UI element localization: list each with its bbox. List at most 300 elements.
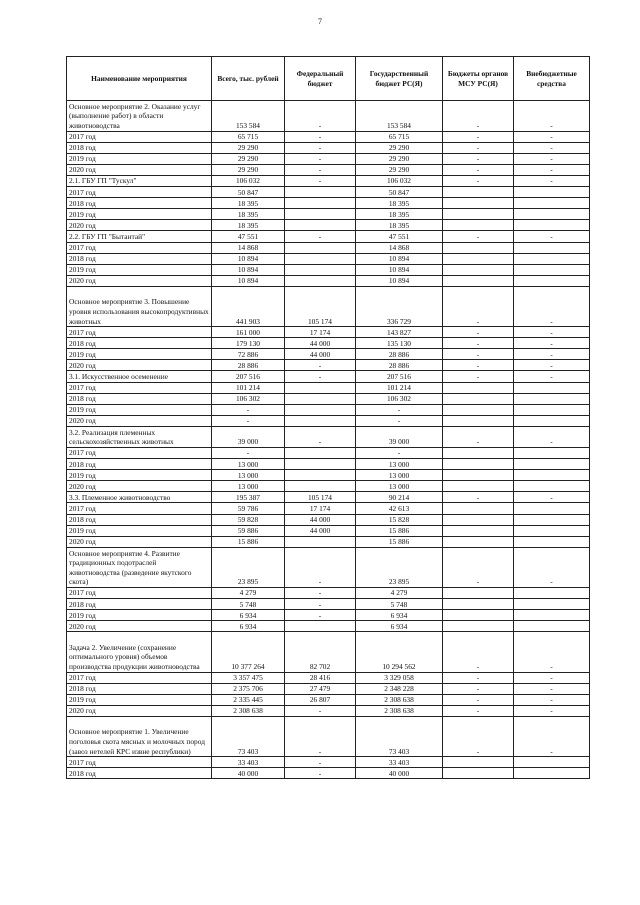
- header-total: Всего, тыс. рублей: [212, 57, 285, 101]
- total-cell: 10 894: [212, 253, 285, 264]
- extrabudgetary-cell: [514, 536, 590, 547]
- table-row: [67, 694, 590, 705]
- total-cell: 33 403: [212, 757, 285, 768]
- activity-name-cell: 2019 год: [67, 470, 212, 481]
- activity-name-cell: 2020 год: [67, 164, 212, 175]
- state-cell: 29 290: [356, 142, 443, 153]
- extrabudgetary-cell: -: [514, 683, 590, 694]
- extrabudgetary-cell: -: [514, 360, 590, 371]
- table-row: [67, 587, 590, 598]
- state-cell: 2 348 228: [356, 683, 443, 694]
- federal-cell: 82 702: [285, 632, 356, 672]
- state-cell: 18 395: [356, 209, 443, 220]
- extrabudgetary-cell: [514, 187, 590, 198]
- extrabudgetary-cell: [514, 514, 590, 525]
- federal-cell: -: [285, 768, 356, 779]
- federal-cell: [285, 198, 356, 209]
- extrabudgetary-cell: [514, 610, 590, 621]
- total-cell: 23 895: [212, 547, 285, 587]
- municipal-cell: -: [443, 492, 514, 503]
- state-cell: 2 308 638: [356, 694, 443, 705]
- table-row: [67, 716, 590, 756]
- activity-name-cell: Основное мероприятие 1. Увеличение поголовья скота мясных и молочных пород (завоз нетелей КРС извне республики): [67, 716, 212, 756]
- table-row: [67, 371, 590, 382]
- municipal-cell: -: [443, 164, 514, 175]
- table-row: [67, 481, 590, 492]
- state-cell: 10 894: [356, 275, 443, 286]
- table-row: [67, 142, 590, 153]
- extrabudgetary-cell: -: [514, 286, 590, 326]
- table-row: [67, 164, 590, 175]
- extrabudgetary-cell: [514, 459, 590, 470]
- state-cell: 6 934: [356, 610, 443, 621]
- header-row: [67, 57, 590, 101]
- municipal-cell: -: [443, 716, 514, 756]
- activity-name-cell: 2017 год: [67, 187, 212, 198]
- state-cell: 143 827: [356, 327, 443, 338]
- activity-name-cell: 2017 год: [67, 757, 212, 768]
- table-row: [67, 220, 590, 231]
- total-cell: 72 886: [212, 349, 285, 360]
- activity-name-cell: 2018 год: [67, 768, 212, 779]
- total-cell: 10 894: [212, 275, 285, 286]
- table-row: [67, 536, 590, 547]
- total-cell: 50 847: [212, 187, 285, 198]
- budget-table: [66, 56, 590, 779]
- total-cell: 153 584: [212, 101, 285, 132]
- activity-name-cell: Основное мероприятие 2. Оказание услуг (выполнение работ) в области животноводства: [67, 101, 212, 132]
- municipal-cell: -: [443, 131, 514, 142]
- municipal-cell: [443, 264, 514, 275]
- municipal-cell: -: [443, 360, 514, 371]
- municipal-cell: [443, 220, 514, 231]
- federal-cell: -: [285, 426, 356, 447]
- state-cell: 40 000: [356, 768, 443, 779]
- activity-name-cell: 2019 год: [67, 153, 212, 164]
- activity-name-cell: 2018 год: [67, 338, 212, 349]
- municipal-cell: [443, 198, 514, 209]
- total-cell: 4 279: [212, 587, 285, 598]
- municipal-cell: -: [443, 672, 514, 683]
- federal-cell: -: [285, 610, 356, 621]
- municipal-cell: [443, 447, 514, 458]
- federal-cell: [285, 447, 356, 458]
- activity-name-cell: 2017 год: [67, 503, 212, 514]
- activity-name-cell: Основное мероприятие 4. Развитие традиционных подотраслей животноводства (разведение якутского скота): [67, 547, 212, 587]
- total-cell: 6 934: [212, 621, 285, 632]
- municipal-cell: -: [443, 371, 514, 382]
- federal-cell: 26 807: [285, 694, 356, 705]
- total-cell: 10 894: [212, 264, 285, 275]
- extrabudgetary-cell: [514, 275, 590, 286]
- activity-name-cell: 2020 год: [67, 275, 212, 286]
- municipal-cell: -: [443, 426, 514, 447]
- activity-name-cell: 2019 год: [67, 209, 212, 220]
- table-row: [67, 101, 590, 132]
- extrabudgetary-cell: -: [514, 672, 590, 683]
- total-cell: 13 000: [212, 459, 285, 470]
- state-cell: 18 395: [356, 220, 443, 231]
- extrabudgetary-cell: -: [514, 716, 590, 756]
- extrabudgetary-cell: -: [514, 153, 590, 164]
- municipal-cell: [443, 393, 514, 404]
- activity-name-cell: Основное мероприятие 3. Повышение уровня использования высокопродуктивных животных: [67, 286, 212, 326]
- extrabudgetary-cell: -: [514, 142, 590, 153]
- state-cell: 15 828: [356, 514, 443, 525]
- state-cell: 23 895: [356, 547, 443, 587]
- table-row: [67, 175, 590, 186]
- table-row: [67, 338, 590, 349]
- extrabudgetary-cell: -: [514, 694, 590, 705]
- state-cell: 10 894: [356, 264, 443, 275]
- federal-cell: -: [285, 716, 356, 756]
- extrabudgetary-cell: [514, 382, 590, 393]
- municipal-cell: -: [443, 705, 514, 716]
- extrabudgetary-cell: -: [514, 327, 590, 338]
- table-row: [67, 187, 590, 198]
- activity-name-cell: 2017 год: [67, 242, 212, 253]
- extrabudgetary-cell: -: [514, 632, 590, 672]
- state-cell: 39 000: [356, 426, 443, 447]
- total-cell: 161 000: [212, 327, 285, 338]
- federal-cell: -: [285, 371, 356, 382]
- extrabudgetary-cell: [514, 621, 590, 632]
- table-row: [67, 683, 590, 694]
- table-row: [67, 415, 590, 426]
- state-cell: 101 214: [356, 382, 443, 393]
- activity-name-cell: 2017 год: [67, 327, 212, 338]
- table-row: [67, 349, 590, 360]
- state-cell: 65 715: [356, 131, 443, 142]
- federal-cell: -: [285, 142, 356, 153]
- federal-cell: [285, 393, 356, 404]
- table-row: [67, 525, 590, 536]
- activity-name-cell: 2019 год: [67, 349, 212, 360]
- table-row: [67, 705, 590, 716]
- municipal-cell: [443, 757, 514, 768]
- extrabudgetary-cell: [514, 503, 590, 514]
- table-row: [67, 286, 590, 326]
- state-cell: 28 886: [356, 360, 443, 371]
- activity-name-cell: 2.2. ГБУ ГП "Бытантай": [67, 231, 212, 242]
- federal-cell: [285, 481, 356, 492]
- municipal-cell: [443, 459, 514, 470]
- state-cell: 29 290: [356, 153, 443, 164]
- extrabudgetary-cell: -: [514, 371, 590, 382]
- total-cell: -: [212, 447, 285, 458]
- state-cell: 106 302: [356, 393, 443, 404]
- federal-cell: 44 000: [285, 514, 356, 525]
- federal-cell: 27 479: [285, 683, 356, 694]
- state-cell: 73 403: [356, 716, 443, 756]
- municipal-cell: -: [443, 547, 514, 587]
- activity-name-cell: Задача 2. Увеличение (сохранение оптимального уровня) объемов производства продукции животноводства: [67, 632, 212, 672]
- total-cell: 13 000: [212, 470, 285, 481]
- table-row: [67, 393, 590, 404]
- federal-cell: [285, 621, 356, 632]
- extrabudgetary-cell: [514, 242, 590, 253]
- total-cell: 29 290: [212, 164, 285, 175]
- total-cell: 13 000: [212, 481, 285, 492]
- table-row: [67, 447, 590, 458]
- total-cell: 2 335 445: [212, 694, 285, 705]
- table-row: [67, 253, 590, 264]
- state-cell: 13 000: [356, 459, 443, 470]
- state-cell: 18 395: [356, 198, 443, 209]
- municipal-cell: -: [443, 327, 514, 338]
- federal-cell: -: [285, 705, 356, 716]
- table-row: [67, 131, 590, 142]
- municipal-cell: [443, 610, 514, 621]
- table-row: [67, 327, 590, 338]
- extrabudgetary-cell: [514, 481, 590, 492]
- extrabudgetary-cell: -: [514, 547, 590, 587]
- activity-name-cell: 2018 год: [67, 393, 212, 404]
- state-cell: 10 294 562: [356, 632, 443, 672]
- extrabudgetary-cell: [514, 757, 590, 768]
- state-cell: 14 868: [356, 242, 443, 253]
- total-cell: -: [212, 415, 285, 426]
- total-cell: 18 395: [212, 209, 285, 220]
- federal-cell: [285, 264, 356, 275]
- table-row: [67, 209, 590, 220]
- municipal-cell: -: [443, 694, 514, 705]
- extrabudgetary-cell: [514, 447, 590, 458]
- extrabudgetary-cell: -: [514, 101, 590, 132]
- table-row: [67, 547, 590, 587]
- total-cell: 106 302: [212, 393, 285, 404]
- federal-cell: -: [285, 231, 356, 242]
- activity-name-cell: 2018 год: [67, 198, 212, 209]
- total-cell: 28 886: [212, 360, 285, 371]
- header-extrabudgetary: Внебюджетные средства: [514, 57, 590, 101]
- federal-cell: 17 174: [285, 503, 356, 514]
- table-row: [67, 757, 590, 768]
- header-federal-budget: Федеральный бюджет: [285, 57, 356, 101]
- extrabudgetary-cell: -: [514, 131, 590, 142]
- extrabudgetary-cell: [514, 209, 590, 220]
- federal-cell: -: [285, 175, 356, 186]
- page-number: 7: [318, 17, 322, 26]
- table-row: [67, 672, 590, 683]
- municipal-cell: [443, 187, 514, 198]
- total-cell: 40 000: [212, 768, 285, 779]
- federal-cell: [285, 470, 356, 481]
- extrabudgetary-cell: [514, 220, 590, 231]
- activity-name-cell: 2020 год: [67, 621, 212, 632]
- activity-name-cell: 2017 год: [67, 382, 212, 393]
- activity-name-cell: 2019 год: [67, 404, 212, 415]
- federal-cell: -: [285, 587, 356, 598]
- table-row: [67, 503, 590, 514]
- activity-name-cell: 2020 год: [67, 415, 212, 426]
- extrabudgetary-cell: [514, 404, 590, 415]
- extrabudgetary-cell: -: [514, 349, 590, 360]
- total-cell: 106 032: [212, 175, 285, 186]
- federal-cell: [285, 459, 356, 470]
- total-cell: 59 786: [212, 503, 285, 514]
- federal-cell: -: [285, 131, 356, 142]
- municipal-cell: [443, 242, 514, 253]
- municipal-cell: -: [443, 338, 514, 349]
- state-cell: 106 032: [356, 175, 443, 186]
- municipal-cell: -: [443, 286, 514, 326]
- header-state-budget: Государственный бюджет РС(Я): [356, 57, 443, 101]
- federal-cell: 44 000: [285, 525, 356, 536]
- total-cell: 73 403: [212, 716, 285, 756]
- federal-cell: -: [285, 360, 356, 371]
- table-row: [67, 514, 590, 525]
- municipal-cell: -: [443, 632, 514, 672]
- total-cell: 3 357 475: [212, 672, 285, 683]
- activity-name-cell: 2019 год: [67, 610, 212, 621]
- activity-name-cell: 2018 год: [67, 142, 212, 153]
- table-row: [67, 198, 590, 209]
- extrabudgetary-cell: -: [514, 175, 590, 186]
- total-cell: 179 130: [212, 338, 285, 349]
- state-cell: 13 000: [356, 470, 443, 481]
- state-cell: 42 613: [356, 503, 443, 514]
- table-row: [67, 264, 590, 275]
- state-cell: -: [356, 404, 443, 415]
- total-cell: 2 375 706: [212, 683, 285, 694]
- municipal-cell: [443, 768, 514, 779]
- municipal-cell: [443, 415, 514, 426]
- federal-cell: 28 416: [285, 672, 356, 683]
- federal-cell: 44 000: [285, 338, 356, 349]
- extrabudgetary-cell: [514, 525, 590, 536]
- activity-name-cell: 2020 год: [67, 705, 212, 716]
- municipal-cell: [443, 275, 514, 286]
- federal-cell: -: [285, 757, 356, 768]
- federal-cell: [285, 209, 356, 220]
- extrabudgetary-cell: [514, 768, 590, 779]
- total-cell: 6 934: [212, 610, 285, 621]
- activity-name-cell: 2017 год: [67, 587, 212, 598]
- total-cell: 207 516: [212, 371, 285, 382]
- federal-cell: -: [285, 547, 356, 587]
- table-row: [67, 459, 590, 470]
- municipal-cell: -: [443, 231, 514, 242]
- state-cell: 336 729: [356, 286, 443, 326]
- extrabudgetary-cell: [514, 599, 590, 610]
- activity-name-cell: 2018 год: [67, 253, 212, 264]
- extrabudgetary-cell: -: [514, 705, 590, 716]
- total-cell: 29 290: [212, 153, 285, 164]
- activity-name-cell: 2020 год: [67, 481, 212, 492]
- municipal-cell: [443, 525, 514, 536]
- table-body: [67, 101, 590, 779]
- state-cell: 15 886: [356, 525, 443, 536]
- activity-name-cell: 2018 год: [67, 683, 212, 694]
- table-row: [67, 360, 590, 371]
- header-activity-name: Наименование мероприятия: [67, 57, 212, 101]
- activity-name-cell: 2019 год: [67, 694, 212, 705]
- federal-cell: -: [285, 599, 356, 610]
- municipal-cell: -: [443, 153, 514, 164]
- state-cell: 4 279: [356, 587, 443, 598]
- extrabudgetary-cell: -: [514, 426, 590, 447]
- state-cell: 2 308 638: [356, 705, 443, 716]
- activity-name-cell: 2020 год: [67, 536, 212, 547]
- municipal-cell: [443, 481, 514, 492]
- total-cell: 195 387: [212, 492, 285, 503]
- total-cell: 47 551: [212, 231, 285, 242]
- municipal-cell: [443, 536, 514, 547]
- municipal-cell: [443, 503, 514, 514]
- state-cell: 6 934: [356, 621, 443, 632]
- municipal-cell: -: [443, 101, 514, 132]
- activity-name-cell: 3.1. Искусственное осеменение: [67, 371, 212, 382]
- municipal-cell: [443, 514, 514, 525]
- state-cell: 29 290: [356, 164, 443, 175]
- activity-name-cell: 3.3. Племенное животноводство: [67, 492, 212, 503]
- activity-name-cell: 2017 год: [67, 672, 212, 683]
- state-cell: 28 886: [356, 349, 443, 360]
- extrabudgetary-cell: [514, 587, 590, 598]
- table-row: [67, 242, 590, 253]
- state-cell: 15 886: [356, 536, 443, 547]
- extrabudgetary-cell: [514, 470, 590, 481]
- municipal-cell: -: [443, 683, 514, 694]
- total-cell: 59 828: [212, 514, 285, 525]
- total-cell: 59 886: [212, 525, 285, 536]
- total-cell: 15 886: [212, 536, 285, 547]
- state-cell: 10 894: [356, 253, 443, 264]
- total-cell: 10 377 264: [212, 632, 285, 672]
- extrabudgetary-cell: -: [514, 164, 590, 175]
- activity-name-cell: 3.2. Реализация племенных сельскохозяйственных животных: [67, 426, 212, 447]
- activity-name-cell: 2017 год: [67, 447, 212, 458]
- total-cell: 18 395: [212, 220, 285, 231]
- municipal-cell: -: [443, 142, 514, 153]
- federal-cell: -: [285, 164, 356, 175]
- municipal-cell: [443, 599, 514, 610]
- activity-name-cell: 2.1. ГБУ ГП "Тускул": [67, 175, 212, 186]
- total-cell: 101 214: [212, 382, 285, 393]
- state-cell: 207 516: [356, 371, 443, 382]
- federal-cell: 17 174: [285, 327, 356, 338]
- total-cell: 5 748: [212, 599, 285, 610]
- state-cell: -: [356, 447, 443, 458]
- extrabudgetary-cell: -: [514, 231, 590, 242]
- municipal-cell: [443, 382, 514, 393]
- table-row: [67, 621, 590, 632]
- state-cell: 33 403: [356, 757, 443, 768]
- total-cell: 39 000: [212, 426, 285, 447]
- total-cell: 14 868: [212, 242, 285, 253]
- state-cell: 90 214: [356, 492, 443, 503]
- table-row: [67, 632, 590, 672]
- federal-cell: [285, 220, 356, 231]
- total-cell: 65 715: [212, 131, 285, 142]
- activity-name-cell: 2019 год: [67, 264, 212, 275]
- activity-name-cell: 2020 год: [67, 360, 212, 371]
- federal-cell: [285, 382, 356, 393]
- table-row: [67, 404, 590, 415]
- federal-cell: [285, 404, 356, 415]
- extrabudgetary-cell: [514, 264, 590, 275]
- federal-cell: [285, 415, 356, 426]
- municipal-cell: [443, 253, 514, 264]
- state-cell: 5 748: [356, 599, 443, 610]
- activity-name-cell: 2020 год: [67, 220, 212, 231]
- extrabudgetary-cell: -: [514, 492, 590, 503]
- table-row: [67, 153, 590, 164]
- federal-cell: [285, 242, 356, 253]
- municipal-cell: -: [443, 349, 514, 360]
- activity-name-cell: 2018 год: [67, 599, 212, 610]
